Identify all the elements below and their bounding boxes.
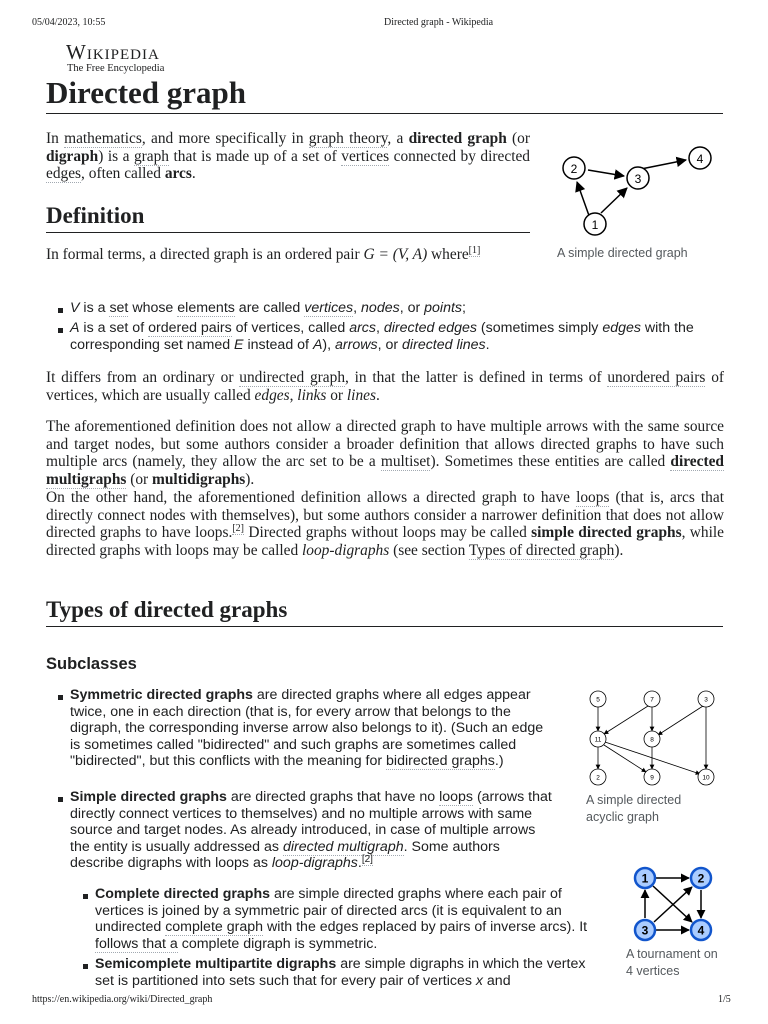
link-loops[interactable]: loops <box>576 489 610 506</box>
list-item-simple: Simple directed graphs are directed graphs that have no loops (arrows that directly connect vertices to themselves) and no multiple arrows with same source and target nodes. As already introduced, in case of multiple arrows the entity is usually addressed as directed multigraph. Some authors describe digraphs with loops as loop-digraphs.[2] <box>70 789 552 872</box>
dag-figure <box>580 685 720 795</box>
citation-2[interactable]: [2] <box>232 522 244 534</box>
subsection-heading-subclasses: Subclasses <box>46 655 137 673</box>
figure-caption: A simple directed graph <box>557 246 688 260</box>
bullet <box>58 797 63 802</box>
dag-label: 11 <box>594 736 602 744</box>
link-mathematics[interactable]: mathematics <box>64 130 142 147</box>
dag-label: 2 <box>596 774 600 782</box>
title-rule <box>46 113 723 114</box>
bullet <box>58 328 63 333</box>
list-item-arcs: A is a set of ordered pairs of vertices, called arcs, directed edges (sometimes simply edges with the corresponding set named E instead of A), arrows, or directed lines. <box>70 320 694 353</box>
list-item-vertices: V is a set whose elements are called vertices, nodes, or points; <box>70 300 466 316</box>
wikipedia-tagline: The Free Encyclopedia <box>67 63 165 74</box>
intro-paragraph: In mathematics, and more specifically in graph theory, a directed graph (or digraph) is a graph that is made up of a set of vertices connected by directed edges, often called arcs. <box>46 130 530 182</box>
list-item-complete: Complete directed graphs are simple directed graphs where each pair of vertices is joined by a symmetric pair of directed arcs (it is equivalent to an undirected complete graph with the edges replaced by pairs of inverse arcs). It follows that a complete digraph is symmetric. <box>95 886 588 952</box>
link-ordered-pairs[interactable]: ordered pairs <box>148 320 232 336</box>
bullet <box>58 695 63 700</box>
tournament-figure <box>625 860 720 950</box>
tournament-label: 1 <box>641 871 649 886</box>
directed-graph-figure <box>552 140 722 240</box>
loops-paragraph: On the other hand, the aforementioned definition allows a directed graph to have loops (that is, arcs that directly connect nodes with themselves), but some authors consider a narrower definition that does not allow directed graphs to have loops.[2] Directed graphs without loops may be called simple directed graphs, while directed graphs with loops may be called loop-digraphs (see section Types of directed graph). <box>46 489 724 559</box>
edge-2-3 <box>588 170 624 176</box>
edge-1-3 <box>601 188 627 213</box>
list-item-semicomplete: Semicomplete multipartite digraphs are simple digraphs in which the vertex set is partitioned into sets such that for every pair of vertices x and <box>95 956 586 989</box>
wikipedia-wordmark[interactable]: Wikipedia <box>66 40 160 64</box>
node-label: 1 <box>591 218 599 232</box>
undirected-comparison-paragraph: It differs from an ordinary or undirected graph, in that the latter is defined in terms of unordered pairs of vertices, which are usually called edges, links or lines. <box>46 369 725 404</box>
dag-label: 5 <box>596 696 600 704</box>
dag-label: 9 <box>650 774 654 782</box>
multigraph-paragraph: The aforementioned definition does not allow a directed graph to have multiple arrows with the same source and target nodes, but some authors consider a broader definition that allows directed graphs to have such multiple arcs (namely, they allow the arc set to be a multiset). Sometimes these entities are called directed multigraphs (or multidigraphs). <box>46 418 724 488</box>
link-undirected-graph[interactable]: undirected graph <box>239 369 346 386</box>
link-directed-multigraphs[interactable]: directed multigraphs <box>46 453 724 488</box>
print-url[interactable]: https://en.wikipedia.org/wiki/Directed_graph <box>32 994 213 1005</box>
section-heading-definition: Definition <box>46 203 145 228</box>
tournament-label: 3 <box>641 923 649 938</box>
link-multiset[interactable]: multiset <box>380 453 431 470</box>
link-complete-graph[interactable]: complete graph <box>165 919 263 936</box>
definition-paragraph: In formal terms, a directed graph is an ordered pair G = (V, A) where[1] <box>46 244 481 263</box>
node-label: 4 <box>696 152 704 166</box>
node-label: 2 <box>570 162 578 176</box>
link-graph-theory[interactable]: graph theory <box>308 130 388 147</box>
dag-label: 8 <box>650 736 654 744</box>
figure-caption: A tournament on 4 vertices <box>626 947 718 978</box>
link-vertices[interactable]: vertices <box>341 147 390 165</box>
bullet <box>58 308 63 313</box>
citation-1[interactable]: [1] <box>468 244 481 256</box>
link-types-of-directed-graph[interactable]: Types of directed graph <box>468 541 615 559</box>
print-datetime: 05/04/2023, 10:55 <box>32 17 106 28</box>
list-item-symmetric: Symmetric directed graphs are directed graphs where all edges appear twice, one in each direction (that is, for every arrow that belongs to the digraph, the corresponding inverse arrow also belongs to it). (Such an edge is sometimes called "bidirected" and such graphs are sometimes called "bidirected", but this conflicts with the meaning for bidirected graphs.) <box>70 687 544 770</box>
print-page-number: 1/5 <box>718 994 731 1005</box>
section-rule <box>46 626 723 627</box>
dag-label: 10 <box>702 774 710 782</box>
link-elements[interactable]: elements <box>177 300 235 316</box>
link-set[interactable]: set <box>109 300 129 316</box>
link-unordered-pairs[interactable]: unordered pairs <box>607 369 706 386</box>
link-edges[interactable]: edges <box>46 165 82 182</box>
tournament-label: 4 <box>697 923 705 938</box>
section-rule <box>46 232 530 233</box>
dag-label: 7 <box>650 696 654 704</box>
citation-2b[interactable]: [2] <box>361 853 373 865</box>
figure-caption: A simple directed acyclic graph <box>586 793 682 824</box>
link-directed-multigraph[interactable]: directed multigraph <box>282 838 404 855</box>
tournament-label: 2 <box>697 871 705 886</box>
dag-label: 3 <box>704 696 708 704</box>
link-follows[interactable]: follows that a <box>95 935 178 952</box>
bullet <box>83 964 88 969</box>
node-label: 3 <box>634 172 642 186</box>
link-graph[interactable]: graph <box>133 147 169 165</box>
page-title: Directed graph <box>46 75 247 110</box>
link-bidirected-graphs[interactable]: bidirected graphs <box>386 753 495 770</box>
link-loops-2[interactable]: loops <box>439 789 473 805</box>
link-vertices-term[interactable]: vertices <box>304 300 354 316</box>
print-title: Directed graph - Wikipedia <box>384 17 494 28</box>
bullet <box>83 894 88 899</box>
section-heading-types: Types of directed graphs <box>46 597 288 622</box>
